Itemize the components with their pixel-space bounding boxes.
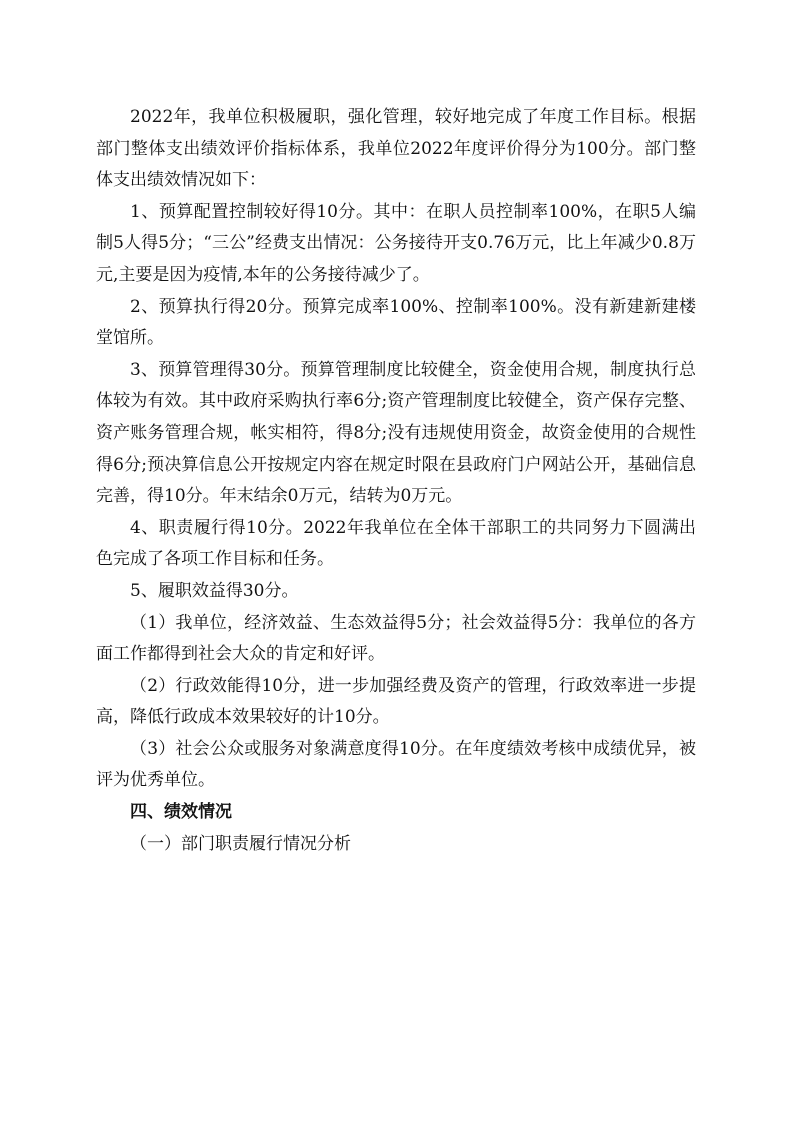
paragraph-benefit-item-1: （1）我单位，经济效益、生态效益得5分；社会效益得5分：我单位的各方面工作都得到社会大众的肯定和好评。 — [96, 612, 696, 665]
paragraph-intro: 2022年，我单位积极履职，强化管理，较好地完成了年度工作目标。根据部门整体支出绩效评价指标体系，我单位2022年度评价得分为100分。部门整体支出绩效情况如下： — [96, 107, 696, 191]
paragraph-budget-allocation: 1、预算配置控制较好得10分。其中：在职人员控制率100%，在职5人编制5人得5分；“三公”经费支出情况：公务接待开支0.76万元，比上年减少0.8万元,主要是因为疫情,本年的公务接待减少了。 — [96, 201, 696, 285]
paragraph-budget-execution: 2、预算执行得20分。预算完成率100%、控制率100%。没有新建新建楼堂馆所。 — [96, 296, 696, 349]
paragraph-performance-benefit: 5、履职效益得30分。 — [130, 580, 299, 601]
document-body — [96, 102, 696, 860]
paragraph-benefit-item-3: （3）社会公众或服务对象满意度得10分。在年度绩效考核中成绩优异，被评为优秀单位。 — [96, 738, 696, 791]
paragraph-budget-management: 3、预算管理得30分。预算管理制度比较健全，资金使用合规，制度执行总体较为有效。其中政府采购执行率6分;资产管理制度比较健全，资产保存完整、资产账务管理合规，帐实相符，得8分;没有违规使用资金，故资金使用的合规性得6分;预决算信息公开按规定内容在规定时限在县政府门户网站公开，基础信息完善，得10分。年末结余0万元，结转为0万元。 — [96, 359, 696, 507]
section-heading: 四、绩效情况 — [130, 802, 232, 823]
paragraph-duty-performance: 4、职责履行得10分。2022年我单位在全体干部职工的共同努力下圆满出色完成了各项工作目标和任务。 — [96, 517, 696, 570]
section-subheading: （一）部门职责履行情况分析 — [130, 833, 351, 854]
paragraph-benefit-item-2: （2）行政效能得10分，进一步加强经费及资产的管理，行政效率进一步提高，降低行政成本效果较好的计10分。 — [96, 675, 696, 728]
